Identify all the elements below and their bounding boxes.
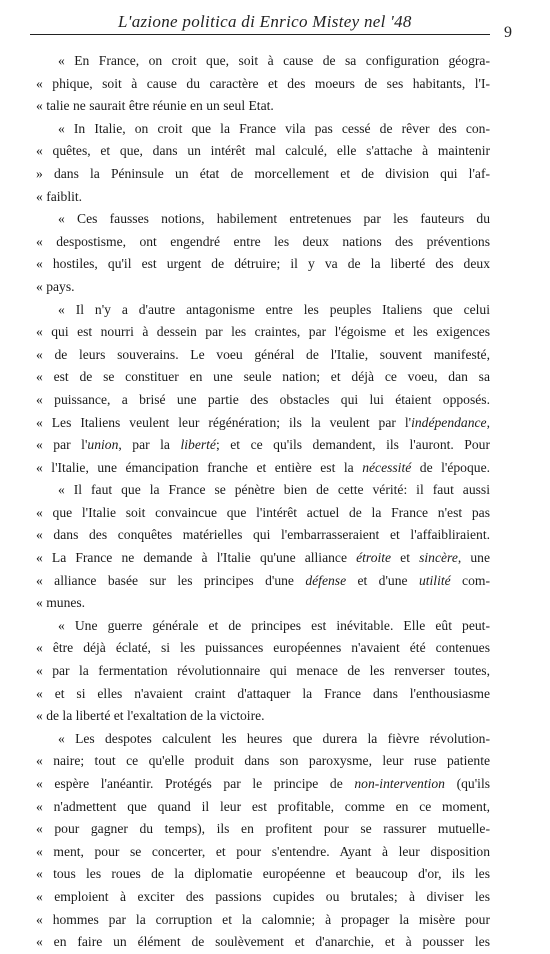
emphasized-word: nécessité <box>362 459 412 475</box>
text-line: « naire; tout ce qu'elle produit dans son paroxysme, leur ruse patiente <box>36 753 490 769</box>
emphasized-word: liberté <box>180 437 216 453</box>
text-line: « tous les roues de la diplomatie européenne et beaucoup d'or, ils les <box>36 866 490 882</box>
text-line: « par la fermentation révolutionnaire qui menace de les renverser toutes, <box>36 663 490 679</box>
emphasized-word: étroite <box>356 550 392 566</box>
text-line: « n'admettent que quand il leur est profitable, comme en ce moment, <box>36 798 490 814</box>
text-line: « que l'Italie soit convaincue que l'intérêt actuel de la France n'est pas <box>36 504 490 520</box>
text-line: « pour gagner du temps), ils en profitent pour se rassurer mutuelle- <box>36 821 490 837</box>
text-line: « qui est nourri à dessein par les craintes, par l'égoisme et les exigences <box>36 324 490 340</box>
emphasized-word: non-intervention <box>354 776 445 791</box>
emphasized-word: indépendance <box>411 414 487 430</box>
text-line: « Il faut que la France se pénètre bien de cette vérité: il faut aussi <box>58 482 490 498</box>
text-line: « espère l'anéantir. Protégés par le principe de non-intervention (qu'ils <box>36 776 490 791</box>
text-line: « Ces fausses notions, habilement entretenues par les fauteurs du <box>58 211 490 227</box>
text-line: « In Italie, on croit que la France vila pas cessé de rêver des con- <box>58 120 490 136</box>
text-line: « Une guerre générale et de principes est inévitable. Elle eût peut- <box>58 617 490 633</box>
text-line: « hostiles, qu'il est urgent de détruire; il y va de la liberté des deux <box>36 256 490 272</box>
text-line: « La France ne demande à l'Italie qu'une alliance étroite et sincère, une <box>36 550 490 566</box>
text-line: « par l'union, par la liberté; et ce qu'ils demandent, ils l'auront. Pour <box>36 437 490 453</box>
text-line: « Il n'y a d'autre antagonisme entre les peuples Italiens que celui <box>58 301 490 317</box>
emphasized-word: sincère <box>419 550 458 566</box>
text-line: « Les Italiens veulent leur régénération; ils la veulent par l'indépendance, <box>36 414 490 430</box>
text-line: « emploient à exciter des passions cupides ou brutales; à diviser les <box>36 888 490 904</box>
text-line: « talie ne saurait être réunie en un seul Etat. <box>36 98 274 114</box>
text-line: « est de se constituer en une seule nation; et déjà ce voeu, dan sa <box>36 369 490 385</box>
text-line: « faiblit. <box>36 188 83 204</box>
emphasized-word: défense <box>305 572 347 588</box>
emphasized-word: utilité <box>418 572 451 588</box>
page-header <box>30 6 512 41</box>
text-line: « quêtes, et que, dans un intérêt mal calculé, elle s'attache à maintenir <box>36 143 490 159</box>
text-line: « despostisme, ont engendré entre les deux nations des préventions <box>36 233 490 249</box>
text-line: « et si elles n'avaient craint d'attaquer la France dans l'enthousiasme <box>36 685 490 701</box>
text-line: « en faire un élément de soulèvement et d'anarchie, et à pousser les <box>36 934 490 950</box>
text-line: « l'Italie, une émancipation franche et entière est la nécessité de l'époque. <box>36 459 490 475</box>
text-line: « hommes par la corruption et la calomnie; à propager la misère pour <box>36 911 490 927</box>
text-line: « de la liberté et l'exaltation de la victoire. <box>36 708 265 724</box>
text-line: « munes. <box>36 595 86 611</box>
text-line: « dans des conquêtes matérielles qui l'embarrasseraient et l'affaibliraient. <box>36 527 490 543</box>
text-line: « de leurs souverains. Le voeu général de l'Italie, souvent manifesté, <box>36 346 490 362</box>
running-title: L'azione politica di Enrico Mistey nel '48 <box>118 12 412 31</box>
text-line: « puissance, a brisé une partie des obstacles qui lui étaient opposés. <box>36 391 490 407</box>
text-line: « ment, pour se concerter, et pour s'entendre. Ayant à leur disposition <box>36 843 490 859</box>
text-line: « En France, on croit que, soit à cause de sa configuration géogra- <box>58 53 490 68</box>
text-line: « alliance basée sur les principes d'une défense et d'une utilité com- <box>36 572 490 588</box>
emphasized-word: union <box>87 437 119 453</box>
text-line: « pays. <box>36 278 75 294</box>
page-number: 9 <box>504 24 512 41</box>
text-line: « phique, soit à cause du caractère et des moeurs de ses habitants, l'I- <box>36 75 490 91</box>
text-line: « être déjà éclaté, si les puissances européennes n'avaient été contenues <box>36 640 490 656</box>
body-text <box>24 50 490 954</box>
text-line: » dans la Péninsule un état de morcellement et de division qui l'af- <box>36 165 490 181</box>
text-line: « Les despotes calculent les heures que durera la fièvre révolution- <box>58 730 490 746</box>
